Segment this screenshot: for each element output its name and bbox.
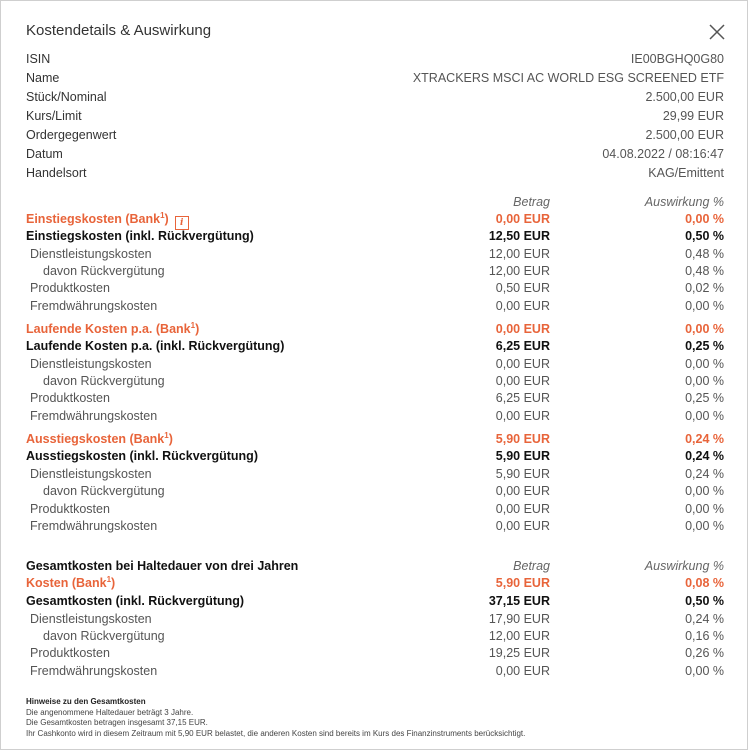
row-impact: 0,02 %: [685, 281, 724, 295]
row-label: Produktkosten: [30, 391, 110, 405]
info-row-isin: [26, 52, 724, 71]
column-impact-header: Auswirkung %: [644, 559, 724, 573]
row-amount: 0,00 EUR: [495, 299, 550, 313]
row-label: Fremdwährungskosten: [30, 664, 158, 678]
close-icon[interactable]: [706, 21, 728, 43]
row-impact: 0,50 %: [685, 594, 724, 608]
column-header: [26, 194, 724, 211]
row-impact: 0,00 %: [685, 484, 724, 498]
row-impact: 0,00 %: [685, 519, 724, 533]
row-amount: 5,90 EUR: [495, 467, 550, 481]
row-label: davon Rückvergütung: [43, 629, 165, 643]
row-impact: 0,00 %: [685, 212, 724, 226]
info-value: XTRACKERS MSCI AC WORLD ESG SCREENED ETF: [412, 71, 724, 85]
notes-title: Hinweise zu den Gesamtkosten: [26, 697, 146, 706]
row-impact: 0,00 %: [685, 357, 724, 371]
info-value: 2.500,00 EUR: [645, 90, 724, 104]
cost-item-row: [26, 298, 724, 315]
cost-item-row: [26, 408, 724, 425]
notes-line: Die Gesamtkosten betragen insgesamt 37,15 EUR.: [26, 718, 208, 728]
exit-costs-total-row: [26, 448, 724, 465]
row-impact: 0,24 %: [685, 467, 724, 481]
row-label: davon Rückvergütung: [43, 374, 165, 388]
row-label: Fremdwährungskosten: [30, 409, 158, 423]
info-value: IE00BGHQ0G80: [630, 52, 724, 66]
row-impact: 0,00 %: [685, 374, 724, 388]
row-impact: 0,24 %: [685, 449, 724, 463]
row-impact: 0,25 %: [685, 391, 724, 405]
cost-item-row: [26, 280, 724, 297]
row-amount: 12,00 EUR: [488, 247, 550, 261]
row-impact: 0,16 %: [685, 629, 724, 643]
info-icon[interactable]: i: [175, 216, 189, 230]
row-amount: 17,90 EUR: [488, 612, 550, 626]
notes-line: Ihr Cashkonto wird in diesem Zeitraum mit 5,90 EUR belastet, die anderen Kosten sind bereits im Kurs des Finanzinstruments berücksichtigt.: [26, 728, 526, 738]
running-costs-bank-row: [26, 321, 724, 338]
row-label: Laufende Kosten p.a. (inkl. Rückvergütung): [26, 339, 285, 353]
entry-costs-total-row: [26, 228, 724, 245]
row-label: Dienstleistungskosten: [30, 247, 152, 261]
row-label: Ausstiegskosten (inkl. Rückvergütung): [26, 449, 258, 463]
info-label: Name: [26, 71, 60, 85]
row-amount: 5,90 EUR: [495, 576, 550, 590]
row-label: Gesamtkosten (inkl. Rückvergütung): [26, 594, 245, 608]
row-impact: 0,00 %: [685, 409, 724, 423]
column-amount-header: Betrag: [513, 559, 550, 573]
row-impact: 0,26 %: [685, 646, 724, 660]
info-row-name: [26, 71, 724, 90]
cost-item-row: [26, 356, 724, 373]
cost-item-row: [26, 501, 724, 518]
row-impact: 0,00 %: [685, 322, 724, 336]
row-label: davon Rückvergütung: [43, 264, 165, 278]
info-row-venue: [26, 166, 724, 185]
row-label: Einstiegskosten (inkl. Rückvergütung): [26, 229, 254, 243]
info-value: 29,99 EUR: [662, 109, 724, 123]
row-amount: 0,50 EUR: [495, 281, 550, 295]
row-label: Dienstleistungskosten: [30, 612, 152, 626]
exit-costs-bank-row: [26, 431, 724, 448]
info-value: 04.08.2022 / 08:16:47: [602, 147, 724, 161]
cost-notes: [26, 697, 726, 739]
cost-item-row: [26, 518, 724, 535]
cost-item-row: [26, 645, 724, 662]
cost-item-row: [26, 390, 724, 407]
total-costs-total-row: [26, 593, 724, 610]
row-amount: 6,25 EUR: [495, 339, 550, 353]
row-impact: 0,08 %: [685, 576, 724, 590]
total-costs-bank-row: [26, 575, 724, 592]
running-costs-total-row: [26, 338, 724, 355]
row-amount: 12,00 EUR: [488, 629, 550, 643]
row-label: Einstiegskosten (Bank$^1$) i: [26, 211, 189, 230]
cost-item-row: [26, 628, 724, 645]
info-label: Ordergegenwert: [26, 128, 117, 142]
row-label: Produktkosten: [30, 646, 110, 660]
row-amount: 0,00 EUR: [495, 374, 550, 388]
row-amount: 0,00 EUR: [495, 409, 550, 423]
row-amount: 0,00 EUR: [495, 502, 550, 516]
dialog-title: Kostendetails & Auswirkung: [26, 22, 212, 39]
info-label: ISIN: [26, 52, 51, 66]
info-label: Datum: [26, 147, 63, 161]
cost-item-row: [26, 246, 724, 263]
row-label: Fremdwährungskosten: [30, 299, 158, 313]
info-row-price: [26, 109, 724, 128]
row-impact: 0,00 %: [685, 502, 724, 516]
entry-costs-bank-row: [26, 211, 724, 228]
cost-item-row: [26, 466, 724, 483]
row-amount: 0,00 EUR: [495, 484, 550, 498]
row-amount: 0,00 EUR: [495, 212, 550, 226]
row-impact: 0,24 %: [685, 432, 724, 446]
row-label: Dienstleistungskosten: [30, 467, 152, 481]
row-impact: 0,24 %: [685, 612, 724, 626]
info-value: 2.500,00 EUR: [645, 128, 724, 142]
row-amount: 37,15 EUR: [488, 594, 550, 608]
row-impact: 0,50 %: [685, 229, 724, 243]
cost-item-row: [26, 611, 724, 628]
row-label: davon Rückvergütung: [43, 484, 165, 498]
cost-item-row: [26, 663, 724, 680]
info-label: Kurs/Limit: [26, 109, 82, 123]
row-impact: 0,48 %: [685, 247, 724, 261]
row-amount: 5,90 EUR: [495, 432, 550, 446]
info-label: Handelsort: [26, 166, 87, 180]
row-amount: 0,00 EUR: [495, 357, 550, 371]
notes-line: Die angenommene Haltedauer beträgt 3 Jahre.: [26, 707, 194, 717]
row-amount: 12,50 EUR: [488, 229, 550, 243]
row-amount: 0,00 EUR: [495, 664, 550, 678]
cost-item-row: [26, 483, 724, 500]
row-label: Produktkosten: [30, 502, 110, 516]
info-label: Stück/Nominal: [26, 90, 107, 104]
row-label: Produktkosten: [30, 281, 110, 295]
row-label: Fremdwährungskosten: [30, 519, 158, 533]
row-impact: 0,25 %: [685, 339, 724, 353]
info-row-quantity: [26, 90, 724, 109]
row-label: Dienstleistungskosten: [30, 357, 152, 371]
row-amount: 0,00 EUR: [495, 519, 550, 533]
info-value: KAG/Emittent: [648, 166, 724, 180]
cost-item-row: [26, 263, 724, 280]
total-costs-header: [26, 558, 724, 575]
row-amount: 12,00 EUR: [488, 264, 550, 278]
row-impact: 0,00 %: [685, 299, 724, 313]
info-row-order-value: [26, 128, 724, 147]
row-amount: 19,25 EUR: [488, 646, 550, 660]
cost-item-row: [26, 373, 724, 390]
row-label: Ausstiegskosten (Bank$^1$): [26, 431, 173, 446]
column-impact-header: Auswirkung %: [644, 195, 724, 209]
row-label: Kosten (Bank$^1$): [26, 575, 116, 590]
info-row-date: [26, 147, 724, 166]
row-impact: 0,48 %: [685, 264, 724, 278]
row-amount: 0,00 EUR: [495, 322, 550, 336]
row-amount: 6,25 EUR: [495, 391, 550, 405]
row-impact: 0,00 %: [685, 664, 724, 678]
section-title: Gesamtkosten bei Haltedauer von drei Jahren: [26, 559, 299, 573]
row-label: Laufende Kosten p.a. (Bank$^1$): [26, 321, 200, 336]
row-amount: 5,90 EUR: [495, 449, 550, 463]
column-amount-header: Betrag: [513, 195, 550, 209]
